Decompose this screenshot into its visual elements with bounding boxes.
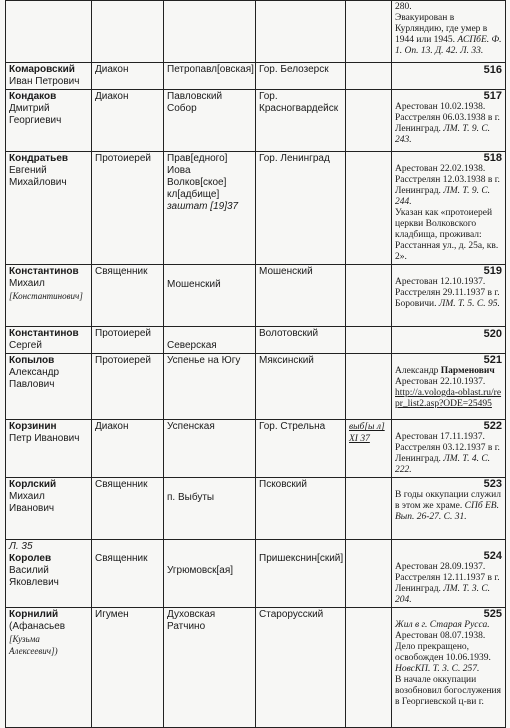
extra-note: В начале оккупации возобновил богослужения в Георгиевской ц-ви г. [395, 675, 501, 707]
rank: Игумен [92, 608, 164, 728]
church: Северская [164, 327, 256, 354]
rank: Протоиерей [92, 327, 164, 354]
info-text: Арестован 12.10.1937. Расстрелян 29.11.1937 в г. Боровичи. [395, 277, 500, 309]
info-bold: Парменович [440, 366, 495, 376]
given-name: Иван Петрович [9, 76, 80, 87]
info-line: Курляндию, где умер в [395, 24, 488, 34]
place: Старорусский [256, 608, 346, 728]
given-name: Дмитрий Георгиевич [9, 103, 62, 126]
table-row [6, 63, 506, 90]
info-line: 280. [395, 2, 412, 12]
info-cell [392, 1, 506, 63]
place: Гор. Красногвардейск [256, 90, 346, 152]
given-name: Александр Павлович [9, 367, 60, 390]
table-row [6, 608, 506, 728]
source-ref: ЛМ. Т. 3. С. 204. [395, 584, 491, 605]
place: Гор. Стрельна [256, 420, 346, 478]
info-text: В годы оккупации служил в этом же храме. [395, 490, 501, 511]
church: Успенская [164, 420, 256, 478]
rank: Священник [92, 478, 164, 540]
source-ref: НовсКП. Т. 3. С. 257. [395, 664, 480, 674]
table-row [6, 265, 506, 327]
place: Пришекснин[ский] [256, 540, 346, 608]
church: Угрюмовск[ая] [164, 540, 256, 608]
surname: Константинов [9, 328, 79, 339]
info-text: Арестован 28.09.1937. Расстрелян 12.11.1937 в г. Ленинград. [395, 562, 500, 594]
departure-note: выб[ы л] XI 37 [346, 420, 392, 478]
surname: Кондратьев [9, 153, 69, 164]
info-text: Арестован 10.02.1938. Расстрелян 06.03.1938 в г. Ленинград. [395, 102, 500, 134]
info-text: Арестован 17.11.1937. Расстрелян 03.12.1937 в г. Ленинград. [395, 432, 500, 464]
place: Псковский [256, 478, 346, 540]
surname: Королев [9, 553, 52, 564]
entry-number: 523 [483, 478, 502, 490]
info-line: 1944 или 1945. [395, 35, 456, 45]
entry-number: 518 [483, 152, 502, 164]
given-name: Михаил [9, 278, 45, 289]
given-name: Петр Иванович [9, 433, 80, 444]
patronymic-bracket: [Константинович] [9, 291, 83, 301]
surname: Корнилий [9, 609, 59, 620]
register-table [5, 0, 506, 728]
place: Мошенский [256, 265, 346, 327]
table-row [6, 354, 506, 420]
given-name: Михаил Иванович [9, 491, 55, 514]
source-ref: ЛМ. Т. 9. С. 244. [395, 186, 491, 207]
church: Павловский Собор [164, 90, 256, 152]
given-name: (Афанасьев [9, 621, 66, 632]
place: Гор. Белозерск [256, 63, 346, 90]
patronymic-bracket: [Кузьма Алексеевич]) [9, 634, 58, 656]
surname: Константинов [9, 266, 79, 277]
entry-number: 524 [483, 550, 502, 562]
info-line: Эвакуирован в [395, 13, 455, 23]
place: Волотовский [256, 327, 346, 354]
surname: Корлский [9, 479, 57, 490]
entry-number: 520 [392, 327, 506, 354]
entry-number: 521 [483, 354, 502, 366]
rank: Диакон [92, 90, 164, 152]
table-row [6, 1, 506, 63]
entry-number: 516 [392, 63, 506, 90]
given-name: Сергей [9, 340, 42, 351]
info-prefix: Александр [395, 366, 439, 376]
church: п. Выбуты [164, 478, 256, 540]
info-text: Арестован 22.02.1938. Расстрелян 12.03.1938 в г. Ленинград. [395, 164, 500, 196]
surname: Корзинин [9, 421, 57, 432]
rank: Диакон [92, 63, 164, 90]
info-text: Арестован 22.10.1937. [395, 377, 486, 387]
archive-link[interactable]: http://a.vologda-oblast.ru/repr_list2.asp?ODE=25495 [395, 388, 502, 409]
table-row [6, 540, 506, 608]
rank: Протоиерей [92, 152, 164, 265]
info-text: Арестован 08.07.1938. Дело прекращено, освобожден 10.06.1939. [395, 631, 491, 663]
source-ref: ЛМ. Т. 9. С. 243. [395, 124, 491, 145]
rank: Священник [92, 265, 164, 327]
source-ref: ЛМ. Т. 4. С. 222. [395, 454, 491, 475]
given-name: Евгений Михайлович [9, 165, 67, 188]
source-ref: СПб ЕВ. Вып. 26-27. С. 31. [395, 501, 499, 522]
surname: Кондаков [9, 91, 57, 102]
entry-number: 519 [483, 265, 502, 277]
table-row [6, 420, 506, 478]
page-label: Л. 35 [9, 541, 33, 552]
church: Духовская Ратчино [164, 608, 256, 728]
extra-note: Указан как «протоиерей церкви Волковского кладбища, проживал: Расстанная ул., д. 25а, кв. 2». [395, 208, 499, 262]
church-note: заштат [19]37 [167, 201, 239, 212]
rank: Протоиерей [92, 354, 164, 420]
church: Петропавл[овская] [164, 63, 256, 90]
given-name: Василий Яковлевич [9, 565, 59, 588]
church: Прав[едного] Иова Волков[ское] кл[адбище] [167, 153, 228, 200]
entry-number: 522 [483, 420, 502, 432]
table-row [6, 152, 506, 265]
church: Успенье на Югу [164, 354, 256, 420]
info-italic: Жил в г. Старая Русса. [395, 620, 490, 630]
surname: Копылов [9, 355, 55, 366]
table-row [6, 478, 506, 540]
entry-number: 525 [483, 608, 502, 620]
surname: Комаровский [9, 64, 75, 75]
table-row [6, 327, 506, 354]
table-row [6, 90, 506, 152]
place: Мяксинский [256, 354, 346, 420]
rank: Диакон [92, 420, 164, 478]
rank: Священник [92, 540, 164, 608]
source-ref: АСПбЕ. Ф. 1. Оп. 13. Д. 42. Л. 33. [395, 35, 502, 56]
church: Мошенский [164, 265, 256, 327]
place: Гор. Ленинград [256, 152, 346, 265]
entry-number: 517 [483, 90, 502, 102]
source-ref: ЛМ. Т. 5. С. 95. [438, 299, 500, 309]
